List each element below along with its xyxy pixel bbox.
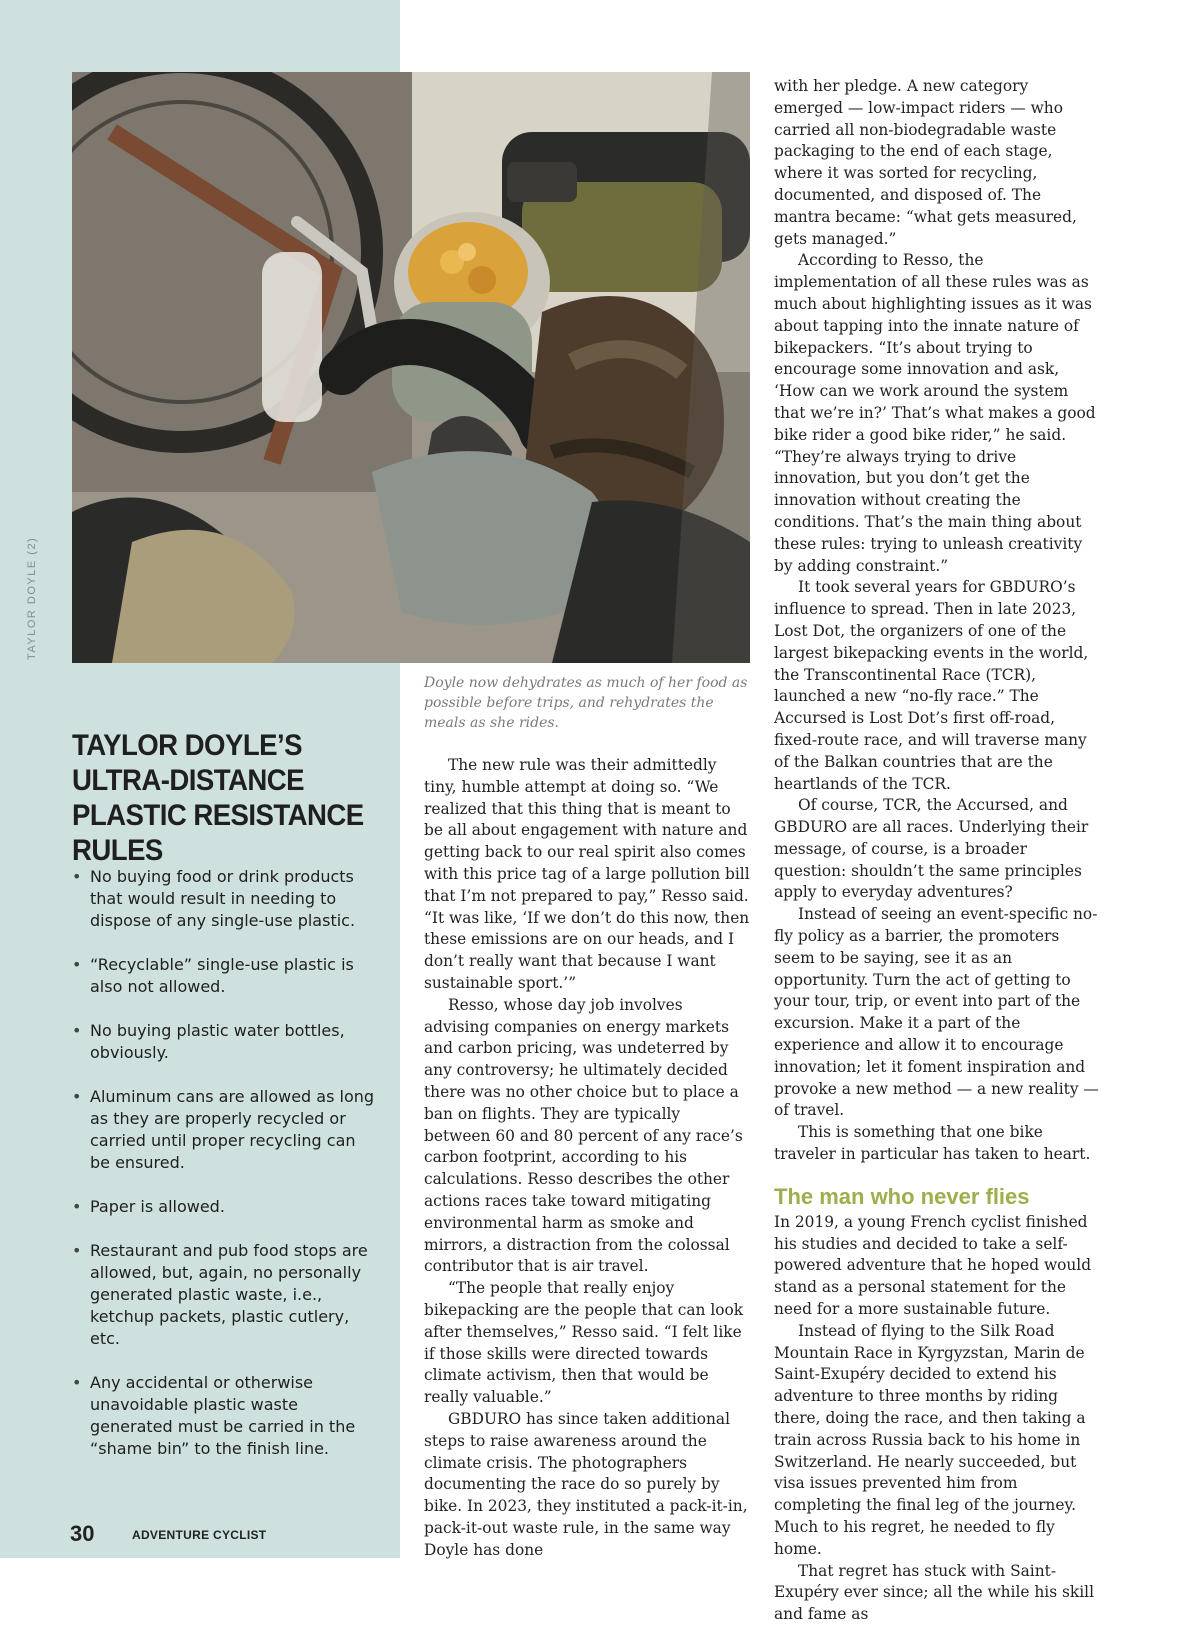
bullet-icon: • [72,867,82,886]
article-paragraph: Resso, whose day job involves advising companies on energy markets and carbon pricing, was undeterred by any controversy; he ultimately decided there was no other choice but to place a ban on flights. They are typically between 60 and 80 percent of any race’s carbon footprint, according to his calculations. Resso describes the other actions races take toward mitigating environmental harm as smoke and mirrors, a distraction from the colossal contributor that is air travel. [424,995,743,1276]
rule-text: “Recyclable” single-use plastic is also not allowed. [90,955,354,996]
magazine-name: ADVENTURE CYCLIST [132,1528,267,1542]
rule-item [72,866,377,932]
bike-food-photo-illustration [72,72,750,663]
rule-text: No buying plastic water bottles, obviously. [90,1021,345,1062]
rule-item [72,1372,377,1460]
page-number: 30 [70,1521,95,1546]
rule-text: Aluminum cans are allowed as long as they are properly recycled or carried until proper recycling can be ensured. [90,1087,375,1172]
article-paragraph: with her pledge. A new category emerged — low-impact riders — who carried all non-biodegradable waste packaging to the end of each stage, where it was sorted for recycling, documented, and disposed of. The mantra became: “what gets measured, gets managed.” [774,77,1077,248]
article-column-middle [424,755,751,1561]
section-subheading: The man who never flies [774,1183,1030,1209]
rule-text: Any accidental or otherwise unavoidable plastic waste generated must be carried in the “shame bin” to the finish line. [90,1373,356,1458]
rule-item [72,1240,377,1350]
article-column-right [774,76,1100,1626]
bullet-icon: • [72,955,82,974]
sidebar-title: TAYLOR DOYLE’S ULTRA-DISTANCE PLASTIC RESISTANCE RULES [72,729,364,867]
article-paragraph: GBDURO has since taken additional steps to raise awareness around the climate crisis. The photographers documenting the race do so purely by bike. In 2023, they instituted a pack-it-in, pack-it-out waste rule, in the same way Doyle has done [424,1409,748,1559]
bullet-icon: • [72,1087,82,1106]
article-paragraph: According to Resso, the implementation of all these rules was as much about highlighting issues as it was about tapping into the innate nature of bikepackers. “It’s about trying to encourage some innovation and ask, ‘How can we work around the system that we’re in?’ That’s what makes a good bike rider a good bike rider,” he said. “They’re always trying to drive innovation, but you don’t get the innovation without creating the conditions. That’s the main thing about these rules: trying to unleash creativity by adding constraint.” [774,251,1096,575]
rule-text: Paper is allowed. [90,1197,225,1216]
photo-caption: Doyle now dehydrates as much of her food as possible before trips, and rehydrates the meals as she rides. [424,675,748,731]
rule-text: No buying food or drink products that would result in needing to dispose of any single-use plastic. [90,867,356,930]
bullet-icon: • [72,1197,82,1216]
article-photo [72,72,750,663]
article-paragraph: That regret has stuck with Saint-Exupéry ever since; all the while his skill and fame as [774,1561,1094,1624]
article-paragraph: “The people that really enjoy bikepacking are the people that can look after themselves,” Resso said. “I felt like if those skills were directed towards climate activism, then that would be really valuable.” [424,1279,744,1407]
article-paragraph: This is something that one bike traveler in particular has taken to heart. [774,1123,1091,1164]
rule-item [72,1020,377,1064]
bullet-icon: • [72,1021,82,1040]
article-paragraph: Of course, TCR, the Accursed, and GBDURO are all races. Underlying their message, of course, is a broader question: shouldn’t the same principles apply to everyday adventures? [774,796,1089,902]
article-paragraph: It took several years for GBDURO’s influence to spread. Then in late 2023, Lost Dot, the organizers of one of the largest bikepacking events in the world, the Transcontinental Race (TCR), launched a new “no-fly race.” The Accursed is Lost Dot’s first off-road, fixed-route race, and will traverse many of the Balkan countries that are the heartlands of the TCR. [774,578,1089,793]
photo-credit: TAYLOR DOYLE (2) [26,536,38,660]
article-paragraph: The new rule was their admittedly tiny, humble attempt at doing so. “We realized that this thing that is meant to be all about engagement with nature and getting back to our real spirit also comes with this price tag of a large pollution bill that I’m not prepared to pay,” Resso said. “It was like, ‘If we don’t do this now, then these emissions are on our heads, and I don’t really want that because I want sustainable sport.’” [424,756,750,992]
rule-text: Restaurant and pub food stops are allowed, but, again, no personally generated plastic waste, i.e., ketchup packets, plastic cutlery, etc. [90,1241,368,1348]
rule-item [72,954,377,998]
article-paragraph: In 2019, a young French cyclist finished his studies and decided to take a self-powered adventure that he hoped would stand as a personal statement for the need for a more sustainable future. [774,1212,1092,1319]
rule-item [72,1086,377,1174]
bullet-icon: • [72,1241,82,1260]
article-paragraph: Instead of flying to the Silk Road Mountain Race in Kyrgyzstan, Marin de Saint-Exupéry decided to extend his adventure to three months by riding there, doing the race, and then taking a train across Russia back to his home in Switzerland. He nearly succeeded, but visa issues prevented him from completing the final leg of the journey. Much to his regret, he needed to fly home. [774,1321,1086,1558]
rules-list [72,866,377,1482]
bullet-icon: • [72,1373,82,1392]
article-paragraph: Instead of seeing an event-specific no-fly policy as a barrier, the promoters seem to be saying, see it as an opportunity. Turn the act of getting to your tour, trip, or event into part of the excursion. Make it a part of the experience and allow it to encourage innovation; let it foment inspiration and provoke a new method — a new reality — of travel. [774,905,1099,1120]
rule-item [72,1196,377,1218]
